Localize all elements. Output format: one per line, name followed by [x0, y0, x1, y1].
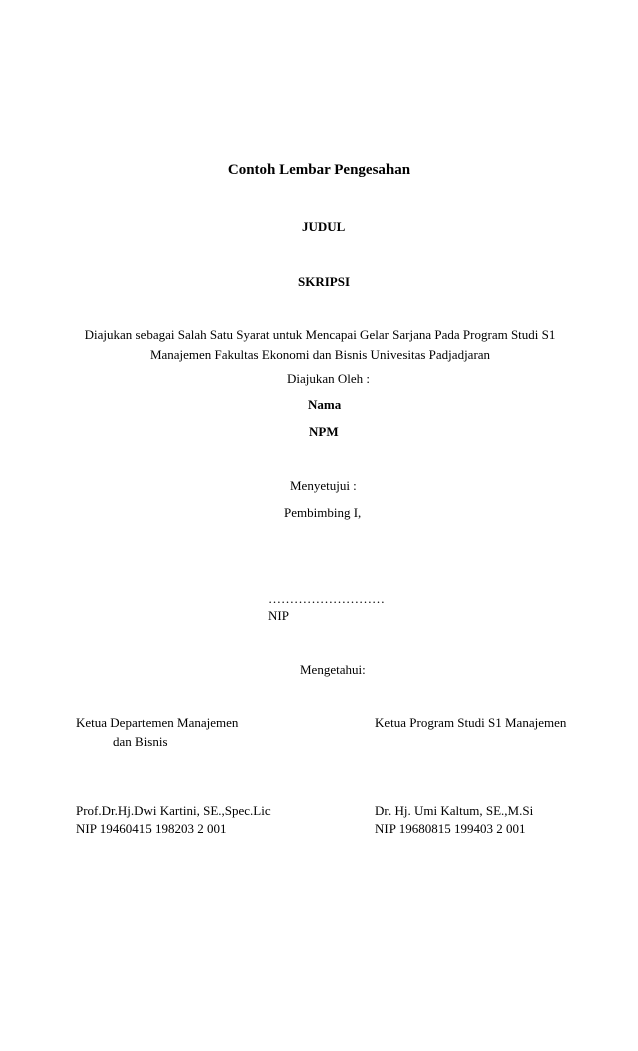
left-signatory-role-line-1: Ketua Departemen Manajemen — [76, 715, 239, 730]
student-npm: NPM — [309, 424, 339, 439]
left-signatory-nip: NIP 19460415 198203 2 001 — [76, 821, 227, 836]
advisor-nip: NIP — [268, 608, 289, 623]
left-signatory-name: Prof.Dr.Hj.Dwi Kartini, SE.,Spec.Lic — [76, 803, 271, 818]
left-signatory-role-line-2: dan Bisnis — [113, 734, 168, 749]
right-signatory-name: Dr. Hj. Umi Kaltum, SE.,M.Si — [375, 803, 534, 818]
acknowledged-label: Mengetahui: — [300, 662, 366, 677]
right-signatory-role: Ketua Program Studi S1 Manajemen — [375, 715, 567, 730]
advisor-label: Pembimbing I, — [284, 505, 362, 520]
submitted-by-label: Diajukan Oleh : — [287, 371, 371, 386]
purpose-line-1: Diajukan sebagai Salah Satu Syarat untuk Mencapai Gelar Sarjana Pada Program Studi S1 — [84, 327, 556, 342]
advisor-signature-line: ……………………… — [268, 591, 385, 606]
approval-label: Menyetujui : — [290, 478, 357, 493]
thesis-type-label: SKRIPSI — [298, 274, 351, 289]
page-title: Contoh Lembar Pengesahan — [227, 162, 411, 178]
right-signatory-nip: NIP 19680815 199403 2 001 — [375, 821, 526, 836]
thesis-title-label: JUDUL — [302, 219, 346, 234]
student-name: Nama — [308, 397, 342, 412]
purpose-statement — [60, 325, 580, 365]
purpose-line-2: Manajemen Fakultas Ekonomi dan Bisnis Univesitas Padjadjaran — [149, 347, 491, 362]
